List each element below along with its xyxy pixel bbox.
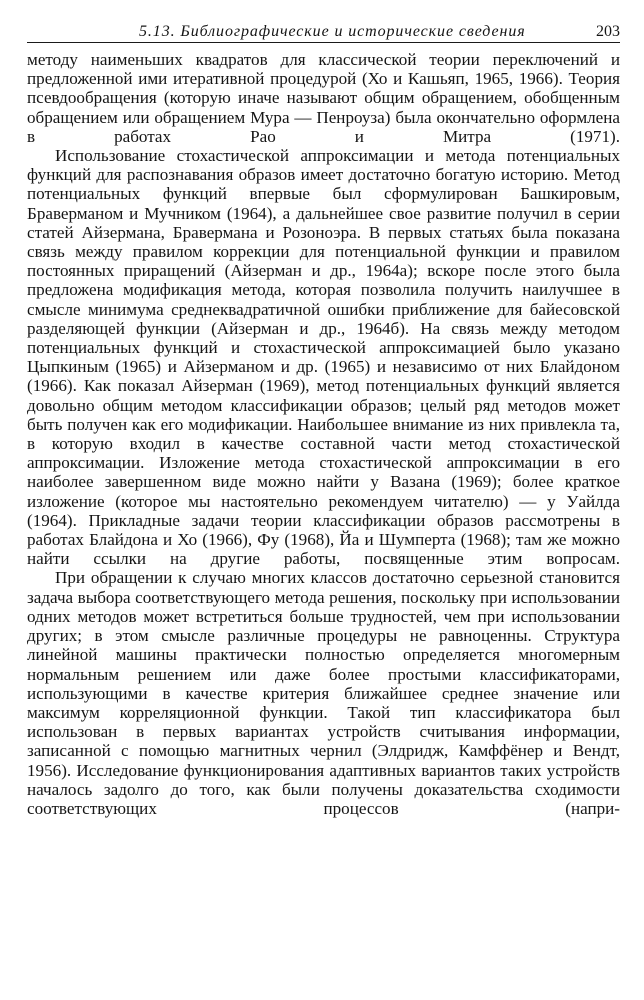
paragraph-1: методу наименьших квадратов для классической теории переключений и предложенной ими итеративной процедурой (Хо и Кашьяп, 1965, 1966). Теория псевдообращения (которую иначе называют общим обращением, обобщенным обращением или обращением Мура — Пенроуза) была окончательно оформлена в работах Рао и Митра (1971). [27,50,620,146]
running-header [27,18,620,43]
page-number: 203 [596,23,620,40]
body-text [27,50,620,818]
paragraph-3: При обращении к случаю многих классов достаточно серьезной становится задача выбора соответствующего метода решения, поскольку при использовании одних методов может встретиться больше трудностей, чем при использовании других; в этом смысле различные процедуры не равноценны. Структура линейной машины практически полностью определяется многомерным нормальным решением или даже более простыми классификаторами, использующими в качестве критерия ближайшее среднее значение или максимум корреляционной функции. Такой тип классификатора был использован в первых вариантах устройств считывания информации, записанной с помощью магнитных чернил (Элдридж, Камффёнер и Вендт, 1956). Исследование функционирования адаптивных вариантов таких устройств началось задолго до того, как были получены доказательства сходимости соответствующих процессов (напри- [27,568,620,818]
paragraph-2: Использование стохастической аппроксимации и метода потенциальных функций для распознавания образов имеет достаточно богатую историю. Метод потенциальных функций впервые был сформулирован Башкировым, Браверманом и Мучником (1964), а дальнейшее свое развитие получил в серии статей Айзермана, Бравермана и Розоноэра. В первых статьях была показана связь между правилом коррекции для потенциальной функции и правилом постоянных приращений (Айзерман и др., 1964а); вскоре после этого была предложена модификация метода, которая позволила получить наилучшее в смысле минимума среднеквадратичной ошибки приближение для байесовской разделяющей функции (Айзерман и др., 1964б). На связь между методом потенциальных функций и стохастической аппроксимацией было указано Цыпкиным (1965) и Айзерманом и др. (1965) и независимо от них Блайдоном (1966). Как показал Айзерман (1969), метод потенциальных функций является довольно общим методом классификации образов; целый ряд методов может быть получен как его модификации. Наибольшее внимание из них привлекла та, в которую входил в качестве составной части метод стохастической аппроксимации. Изложение метода стохастической аппроксимации в его наиболее завершенном виде можно найти у Вазана (1969); более краткое изложение (которое мы настоятельно рекомендуем читателю) — у Уайлда (1964). Прикладные задачи теории классификации образов рассмотрены в работах Блайдона и Хо (1966), Фу (1968), Йа и Шумперта (1968); там же можно найти ссылки на другие работы, посвященные этим вопросам. [27,146,620,569]
section-title: 5.13. Библиографические и исторические сведения [139,23,526,40]
book-page [27,18,620,993]
